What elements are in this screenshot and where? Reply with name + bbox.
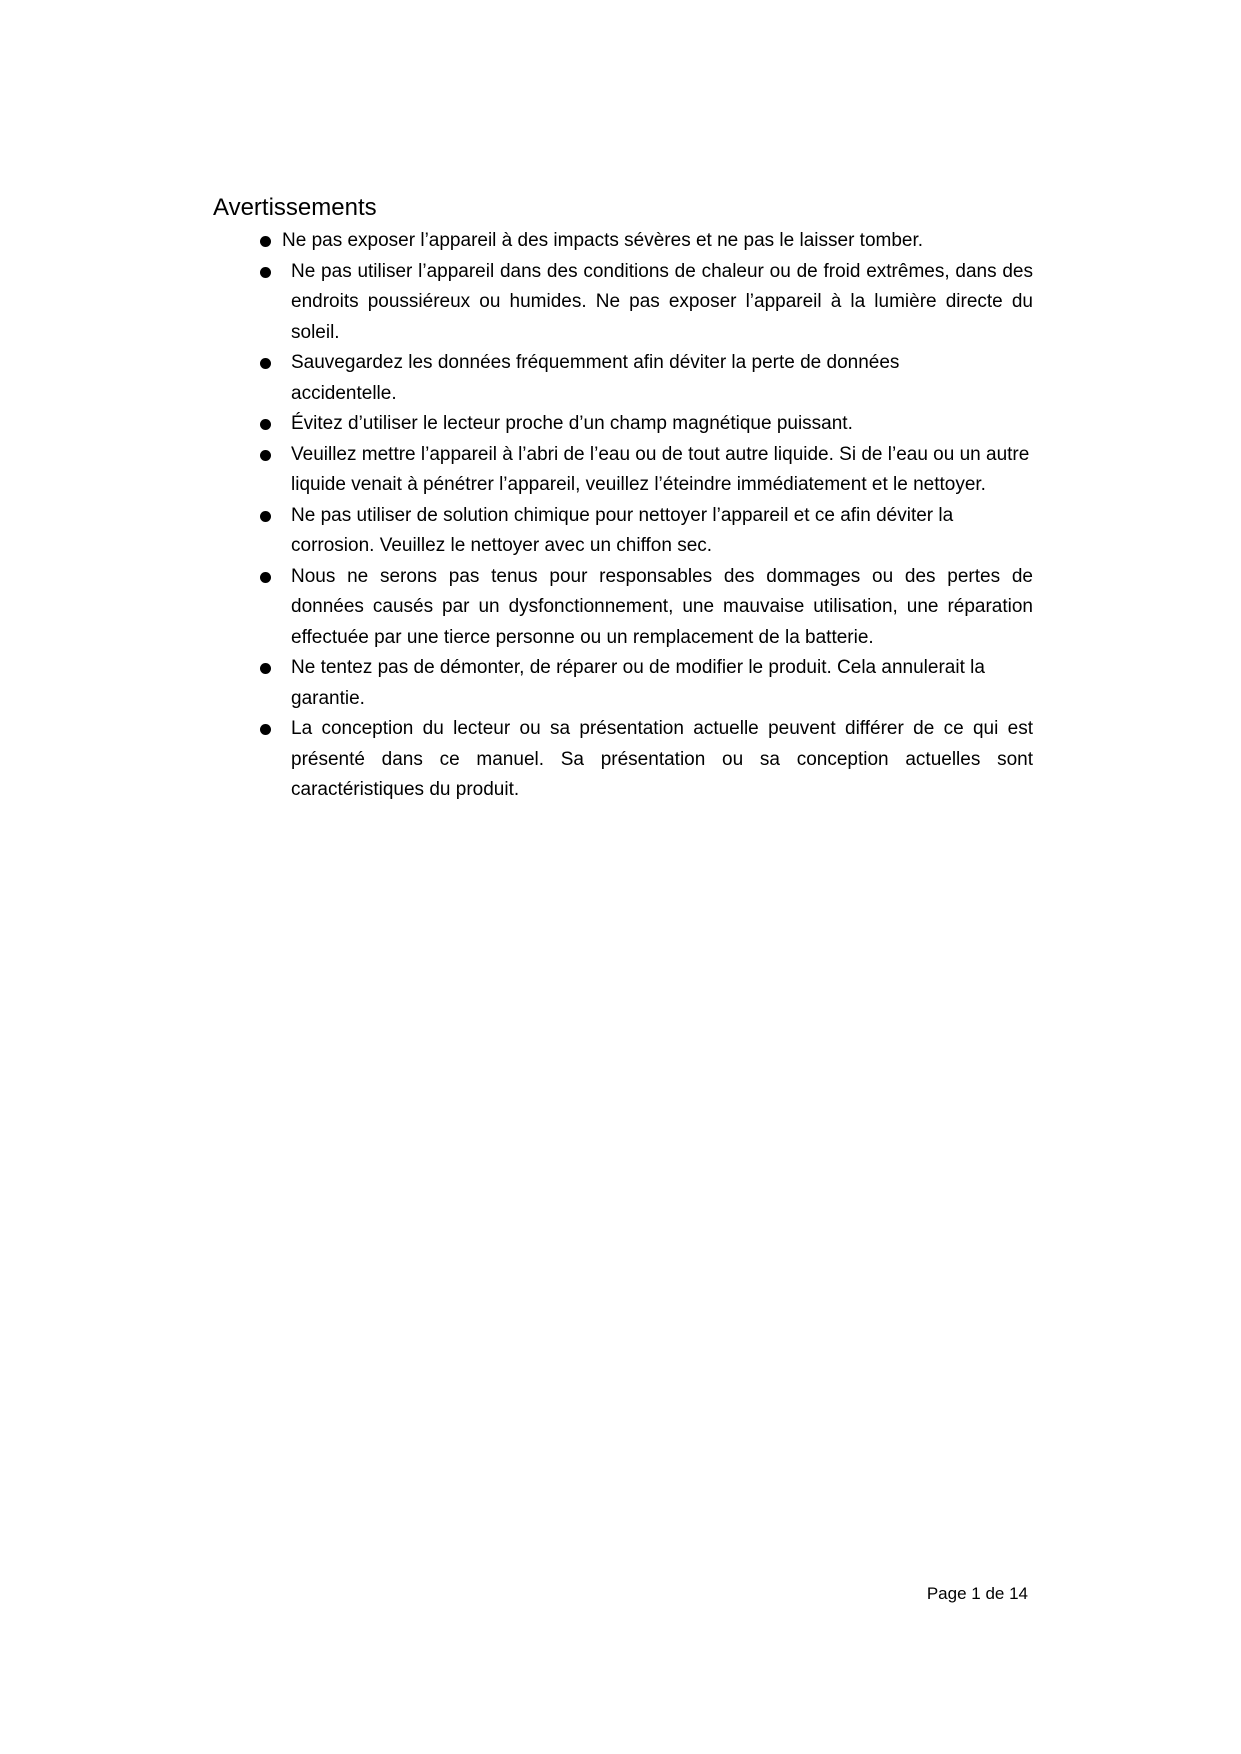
- bullet-icon: [260, 663, 271, 674]
- page-number: Page 1 de 14: [926, 1584, 1028, 1603]
- warning-item: [258, 348, 1033, 409]
- bullet-icon: [260, 450, 271, 461]
- warning-item: [258, 440, 1033, 501]
- bullet-icon: [260, 724, 271, 735]
- section-heading: Avertissements: [213, 194, 377, 221]
- bullet-icon: [260, 358, 271, 369]
- bullet-icon: [260, 267, 271, 278]
- warning-text: Ne pas utiliser de solution chimique pour nettoyer l’appareil et ce afin déviter la corrosion. Veuillez le nettoyer avec un chiffon sec.: [291, 504, 954, 556]
- warning-item: [258, 226, 1033, 257]
- warning-item: [258, 653, 1033, 714]
- bullet-icon: [260, 236, 271, 247]
- warning-text: La conception du lecteur ou sa présentation actuelle peuvent différer de ce qui est présenté dans ce manuel. Sa présentation ou sa conception actuelles sont caractéristiques du produit.: [291, 718, 1033, 800]
- warning-text: Ne pas utiliser l’appareil dans des conditions de chaleur ou de froid extrêmes, dans des endroits poussiéreux ou humides. Ne pas exposer l’appareil à la lumière directe du soleil.: [291, 260, 1033, 343]
- bullet-icon: [260, 572, 271, 583]
- warning-item: [258, 562, 1033, 654]
- warning-text: Ne pas exposer l’appareil à des impacts sévères et ne pas le laisser tomber.: [282, 230, 924, 251]
- warning-item: [258, 714, 1033, 806]
- bullet-icon: [260, 511, 271, 522]
- warning-text: Veuillez mettre l’appareil à l’abri de l’eau ou de tout autre liquide. Si de l’eau ou un autre liquide venait à pénétrer l’appareil, veuillez l’éteindre immédiatement et le nettoyer.: [291, 443, 1030, 495]
- warning-text: Nous ne serons pas tenus pour responsables des dommages ou des pertes de données causés par un dysfonctionnement, une mauvaise utilisation, une réparation effectuée par une tierce personne ou un remplacement de la batterie.: [291, 565, 1033, 648]
- warning-item: [258, 257, 1033, 349]
- warning-text: Ne tentez pas de démonter, de réparer ou de modifier le produit. Cela annulerait la garantie.: [291, 657, 985, 709]
- warning-text: Sauvegardez les données fréquemment afin déviter la perte de données accidentelle.: [291, 352, 900, 404]
- bullet-icon: [260, 419, 271, 430]
- warning-item: [258, 501, 1033, 562]
- warnings-list: [258, 226, 1033, 806]
- warning-text: Évitez d’utiliser le lecteur proche d’un champ magnétique puissant.: [291, 413, 853, 434]
- warning-item: [258, 409, 1033, 440]
